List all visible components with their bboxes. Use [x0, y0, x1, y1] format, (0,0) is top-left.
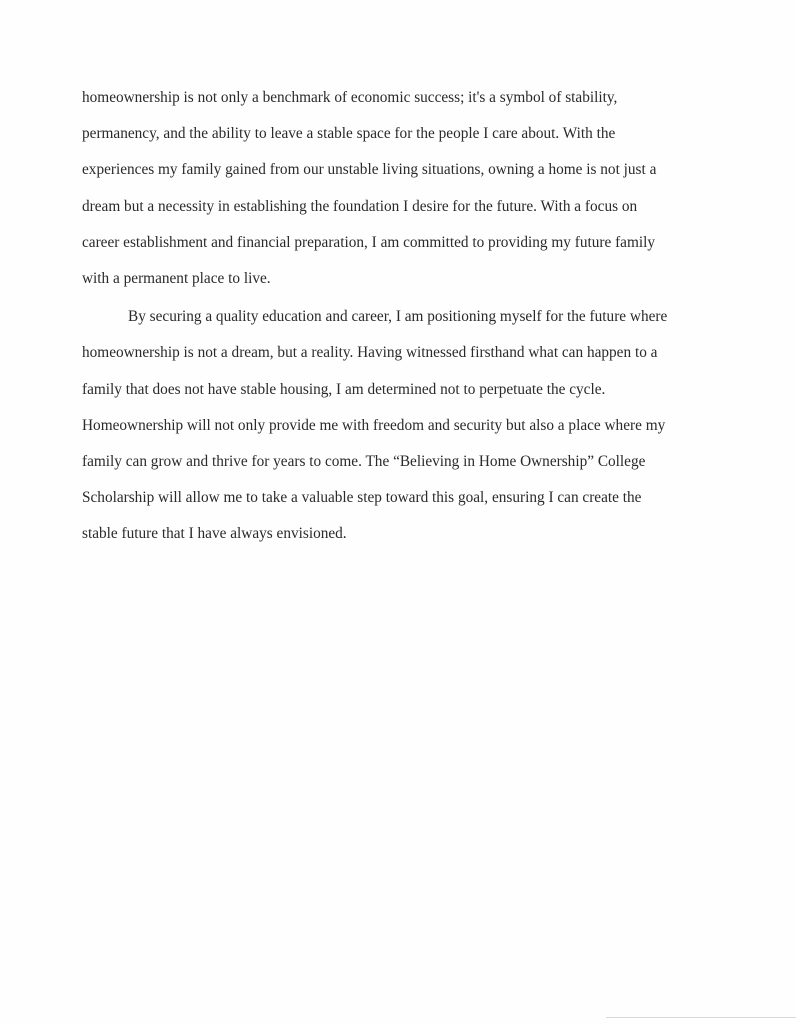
text-line: career establishment and financial preparation, I am committed to providing my future family [82, 233, 656, 251]
text-line: dream but a necessity in establishing the foundation I desire for the future. With a focus on [82, 197, 638, 215]
paragraph-2 [82, 299, 722, 552]
text-line: family that does not have stable housing, I am determined not to perpetuate the cycle. [82, 380, 606, 398]
text-line: Scholarship will allow me to take a valuable step toward this goal, ensuring I can create the [82, 489, 642, 507]
text-line: permanency, and the ability to leave a stable space for the people I care about. With the [82, 125, 616, 143]
text-line: with a permanent place to live. [82, 269, 271, 287]
scan-edge-line [606, 1017, 796, 1018]
text-line: stable future that I have always envisioned. [82, 525, 347, 543]
text-line: homeownership is not a dream, but a reality. Having witnessed firsthand what can happen to a [82, 344, 658, 362]
text-line: experiences my family gained from our unstable living situations, owning a home is not just a [82, 161, 657, 179]
text-line: By securing a quality education and career, I am positioning myself for the future where [128, 308, 668, 326]
text-line: family can grow and thrive for years to come. The “Believing in Home Ownership” College [82, 452, 646, 470]
text-line: homeownership is not only a benchmark of economic success; it's a symbol of stability, [82, 89, 618, 106]
document-body [82, 80, 722, 552]
paragraph-1 [82, 80, 722, 297]
text-line: Homeownership will not only provide me with freedom and security but also a place where my [82, 416, 666, 434]
